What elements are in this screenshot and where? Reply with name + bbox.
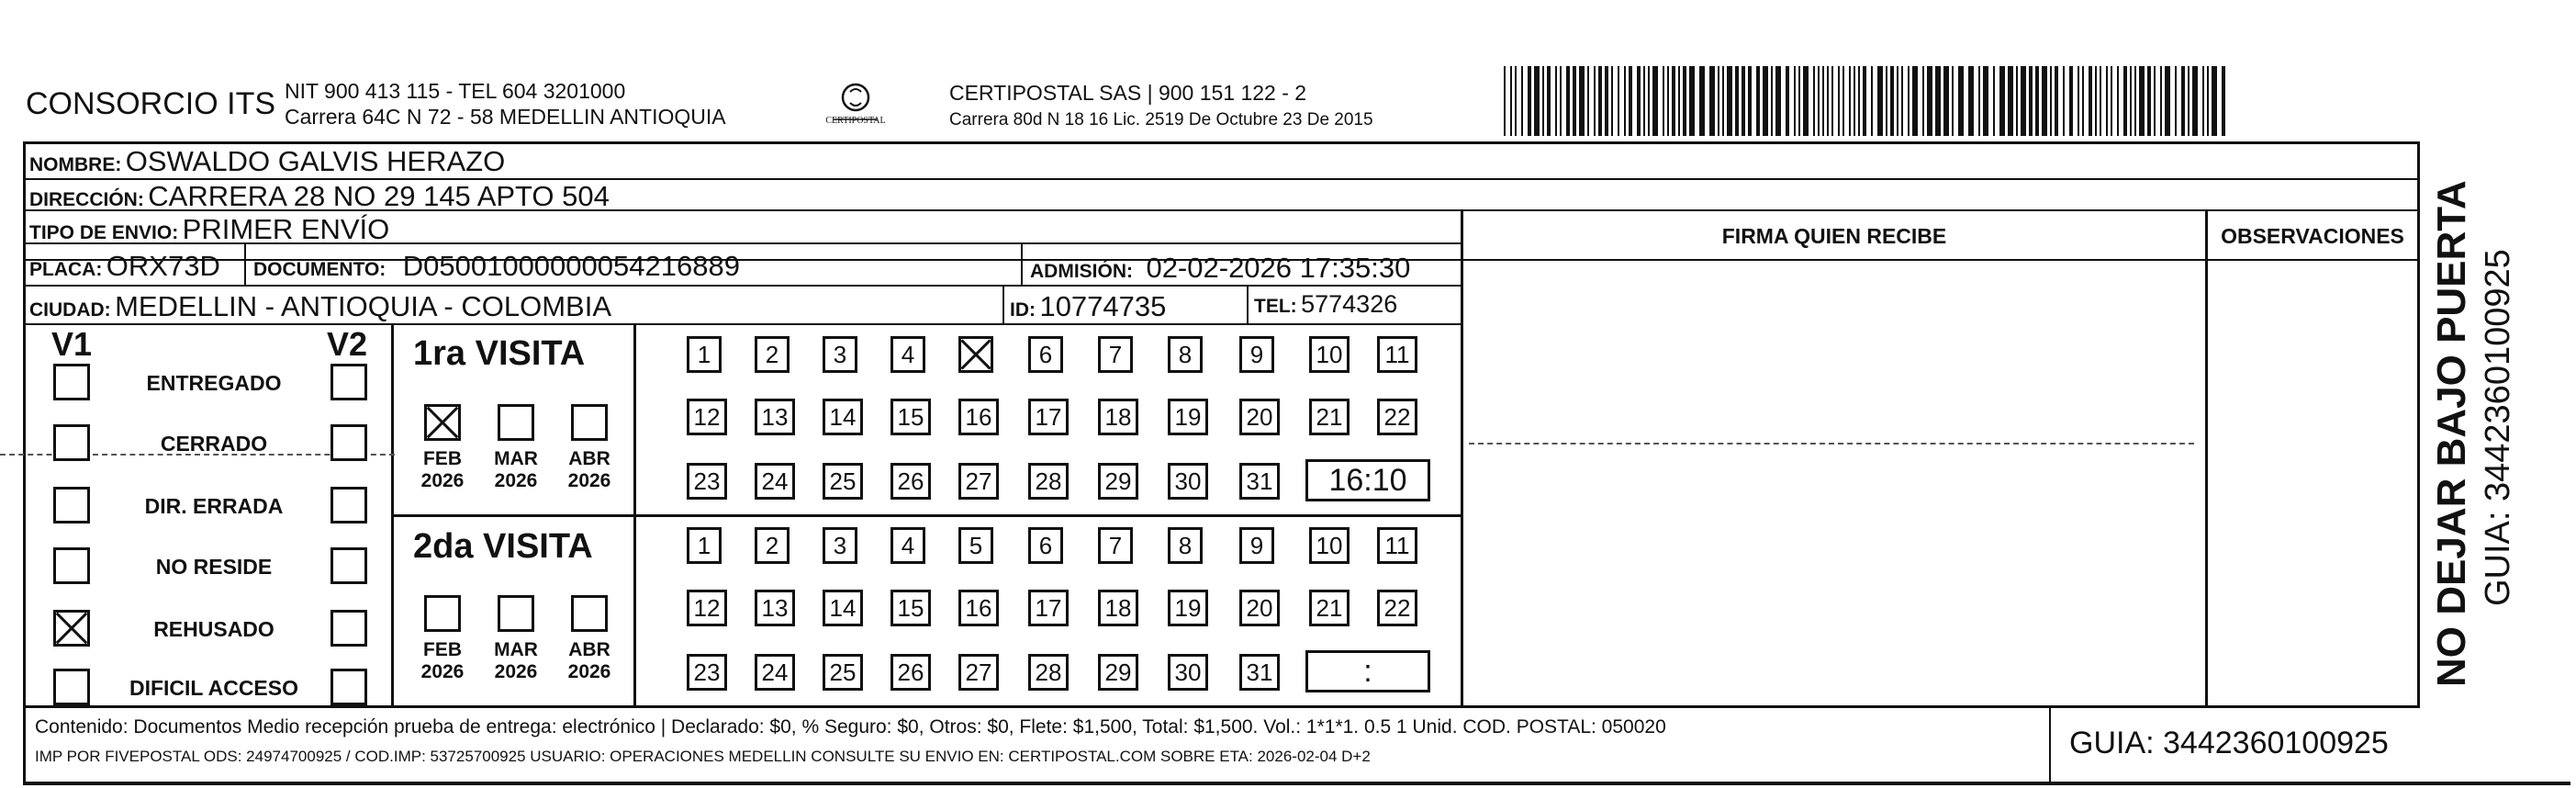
ciudad-value: MEDELLIN - ANTIOQUIA - COLOMBIA — [115, 290, 611, 322]
no-dejar-label: NO DEJAR BAJO PUERTA — [2429, 180, 2474, 687]
visit-1-day-31[interactable]: 31 — [1239, 463, 1280, 500]
visit-2-day-18[interactable]: 18 — [1098, 590, 1138, 626]
visit-1-day-12[interactable]: 12 — [687, 399, 727, 435]
status-label: DIR. ERRADA — [144, 494, 284, 518]
status-label: ENTREGADO — [146, 371, 282, 395]
visit-2-day-5[interactable]: 5 — [958, 527, 993, 564]
visit-2-day-23[interactable]: 23 — [687, 654, 727, 691]
status-label: CERRADO — [160, 432, 268, 456]
visit-1-day-15[interactable]: 15 — [890, 399, 931, 435]
visit-2-day-14[interactable]: 14 — [823, 590, 863, 626]
v1-checkbox-cerrado[interactable] — [53, 424, 90, 461]
visit-1-day-25[interactable]: 25 — [823, 463, 863, 500]
placa-row: PLACA: ORX73D — [29, 250, 220, 282]
v1-checkbox-dir-errada[interactable] — [53, 487, 90, 523]
visit-2-title: 2da VISITA — [413, 527, 593, 566]
visit-2-day-25[interactable]: 25 — [823, 654, 863, 691]
visit-2-day-11[interactable]: 11 — [1377, 527, 1417, 564]
visit-2-day-27[interactable]: 27 — [958, 654, 999, 691]
admision-row: ADMISIÓN: 02-02-2026 17:35:30 — [1030, 252, 1411, 284]
visit-2-day-28[interactable]: 28 — [1028, 654, 1069, 691]
visit-1-day-7[interactable]: 7 — [1098, 336, 1133, 373]
visit-2-day-13[interactable]: 13 — [755, 590, 795, 626]
visit-2-month-label: ABR 2026 — [567, 639, 611, 682]
visit-2-day-15[interactable]: 15 — [890, 590, 931, 626]
visit-2-day-21[interactable]: 21 — [1309, 590, 1350, 626]
id-value: 10774735 — [1039, 290, 1167, 322]
id-row: ID: 10774735 — [1010, 290, 1167, 322]
visit-2-day-22[interactable]: 22 — [1377, 590, 1417, 626]
visit-1-day-28[interactable]: 28 — [1028, 463, 1069, 500]
tipo-envio-row: TIPO DE ENVIO: PRIMER ENVÍO — [29, 213, 390, 245]
visit-1-title: 1ra VISITA — [413, 334, 586, 373]
visit-2-day-1[interactable]: 1 — [687, 527, 722, 564]
visit-1-month-label: MAR 2026 — [494, 448, 538, 491]
status-label: NO RESIDE — [155, 555, 273, 579]
visit-1-time-field[interactable]: 16:10 — [1305, 459, 1430, 501]
visit-1-day-23[interactable]: 23 — [687, 463, 727, 500]
tipo-envio-value: PRIMER ENVÍO — [182, 213, 390, 245]
documento-row: DOCUMENTO: D05001000000054216889 — [253, 250, 740, 282]
visit-1-month-checkbox-feb[interactable] — [424, 404, 461, 441]
carrier-name: CERTIPOSTAL SAS | 900 151 122 - 2 — [949, 81, 1307, 105]
observaciones-header: OBSERVACIONES — [2221, 224, 2404, 248]
visit-1-day-18[interactable]: 18 — [1098, 399, 1138, 435]
visit-2-day-24[interactable]: 24 — [755, 654, 795, 691]
visit-2-day-26[interactable]: 26 — [890, 654, 931, 691]
v1-checkbox-entregado[interactable] — [53, 364, 90, 400]
v2-checkbox-dir-errada[interactable] — [330, 487, 367, 523]
footer-guia: GUIA: 3442360100925 — [2069, 726, 2389, 760]
footer-contenido: Contenido: Documentos Medio recepción prueba de entrega: electrónico | Declarado: $0, % Seguro: $0, Otros: $0, Flete: $1,500, Total: $1,500. Vol.: 1*1*1. 0.5 1 Unid. COD. POSTAL: 050020 — [35, 716, 1666, 737]
visit-2-day-9[interactable]: 9 — [1239, 527, 1274, 564]
tel-row: TEL: 5774326 — [1254, 290, 1398, 318]
v1-checkbox-no-reside[interactable] — [53, 547, 90, 584]
nombre-value: OSWALDO GALVIS HERAZO — [125, 145, 506, 177]
v1-header: V1 — [51, 325, 93, 363]
visit-2-day-8[interactable]: 8 — [1168, 527, 1203, 564]
v2-checkbox-entregado[interactable] — [330, 364, 367, 400]
visit-2-day-20[interactable]: 20 — [1239, 590, 1280, 626]
visit-2-day-19[interactable]: 19 — [1168, 590, 1208, 626]
visit-2-day-3[interactable]: 3 — [823, 527, 857, 564]
firma-area[interactable] — [1463, 260, 2205, 705]
ciudad-row: CIUDAD: MEDELLIN - ANTIOQUIA - COLOMBIA — [29, 290, 611, 322]
status-label: REHUSADO — [153, 617, 274, 641]
direccion-row: DIRECCIÓN: CARRERA 28 NO 29 145 APTO 504 — [29, 180, 610, 212]
visit-2-month-checkbox-feb[interactable] — [424, 595, 461, 632]
direccion-value: CARRERA 28 NO 29 145 APTO 504 — [148, 180, 610, 212]
visit-1-day-4[interactable]: 4 — [890, 336, 925, 373]
admision-value: 02-02-2026 17:35:30 — [1146, 252, 1411, 284]
visit-2-day-2[interactable]: 2 — [755, 527, 790, 564]
company-nit: NIT 900 413 115 - TEL 604 3201000 — [285, 79, 626, 103]
placa-value: ORX73D — [106, 250, 220, 282]
v1-checkbox-dificil-acceso[interactable] — [53, 669, 90, 705]
footer-imp: IMP POR FIVEPOSTAL ODS: 24974700925 / COD.IMP: 53725700925 USUARIO: OPERACIONES MEDELLIN CONSULTE SU ENVIO EN: CERTIPOSTAL.COM SOBRE ETA: 2026-02-04 D+2 — [35, 748, 1371, 765]
carrier-license: Carrera 80d N 18 16 Lic. 2519 De Octubre 23 De 2015 — [949, 110, 1373, 129]
visit-2-day-17[interactable]: 17 — [1028, 590, 1069, 626]
visit-2-month-checkbox-abr[interactable] — [571, 595, 608, 632]
v2-checkbox-rehusado[interactable] — [330, 610, 367, 647]
visit-1-day-17[interactable]: 17 — [1028, 399, 1069, 435]
v1-checkbox-rehusado[interactable] — [53, 610, 90, 647]
visit-2-day-12[interactable]: 12 — [687, 590, 727, 626]
company-name: CONSORCIO ITS — [26, 86, 276, 121]
side-guia: GUIA: 3442360100925 — [2479, 249, 2517, 606]
visit-2-time-field[interactable]: : — [1305, 650, 1430, 692]
visit-1-day-19[interactable]: 19 — [1168, 399, 1208, 435]
visit-1-day-1[interactable]: 1 — [687, 336, 722, 373]
visit-1-day-16[interactable]: 16 — [958, 399, 999, 435]
status-label: DIFICIL ACCESO — [129, 676, 298, 700]
visit-1-day-6[interactable]: 6 — [1028, 336, 1063, 373]
documento-value: D05001000000054216889 — [402, 250, 740, 282]
company-address: Carrera 64C N 72 - 58 MEDELLIN ANTIOQUIA — [285, 105, 726, 129]
visit-2-month-checkbox-mar[interactable] — [498, 595, 534, 632]
visit-2-day-7[interactable]: 7 — [1098, 527, 1133, 564]
visit-1-day-3[interactable]: 3 — [823, 336, 857, 373]
visit-2-month-label: FEB 2026 — [420, 639, 465, 682]
visit-1-day-22[interactable]: 22 — [1377, 399, 1417, 435]
visit-2-day-16[interactable]: 16 — [958, 590, 999, 626]
visit-1-day-26[interactable]: 26 — [890, 463, 931, 500]
visit-1-month-label: ABR 2026 — [567, 448, 611, 491]
visit-1-day-8[interactable]: 8 — [1168, 336, 1203, 373]
visit-2-day-30[interactable]: 30 — [1168, 654, 1208, 691]
visit-1-day-14[interactable]: 14 — [823, 399, 863, 435]
visit-2-month-label: MAR 2026 — [494, 639, 538, 682]
visit-1-day-5[interactable] — [958, 336, 993, 373]
visit-1-month-checkbox-mar[interactable] — [498, 404, 534, 441]
barcode — [1504, 66, 2233, 136]
v2-checkbox-cerrado[interactable] — [330, 424, 367, 461]
visit-1-day-21[interactable]: 21 — [1309, 399, 1350, 435]
certipostal-logo: CERTIPOSTAL — [813, 79, 898, 132]
visit-2-day-29[interactable]: 29 — [1098, 654, 1138, 691]
visit-2-day-4[interactable]: 4 — [890, 527, 925, 564]
visit-1-day-2[interactable]: 2 — [755, 336, 790, 373]
v2-header: V2 — [327, 325, 368, 363]
visit-1-day-10[interactable]: 10 — [1309, 336, 1350, 373]
visit-1-day-29[interactable]: 29 — [1098, 463, 1138, 500]
visit-1-month-label: FEB 2026 — [420, 448, 465, 491]
nombre-row: NOMBRE: OSWALDO GALVIS HERAZO — [29, 145, 506, 177]
visit-2-day-31[interactable]: 31 — [1239, 654, 1280, 691]
visit-2-day-6[interactable]: 6 — [1028, 527, 1063, 564]
observaciones-area[interactable] — [2208, 260, 2417, 705]
visit-2-day-10[interactable]: 10 — [1309, 527, 1350, 564]
visit-1-month-checkbox-abr[interactable] — [571, 404, 608, 441]
v2-checkbox-dificil-acceso[interactable] — [330, 669, 367, 705]
visit-1-day-27[interactable]: 27 — [958, 463, 999, 500]
visit-1-day-11[interactable]: 11 — [1377, 336, 1417, 373]
tel-value: 5774326 — [1301, 290, 1398, 318]
visit-1-day-9[interactable]: 9 — [1239, 336, 1274, 373]
v2-checkbox-no-reside[interactable] — [330, 547, 367, 584]
visit-1-day-20[interactable]: 20 — [1239, 399, 1280, 435]
visit-1-day-13[interactable]: 13 — [755, 399, 795, 435]
firma-header: FIRMA QUIEN RECIBE — [1721, 224, 1947, 248]
visit-1-day-24[interactable]: 24 — [755, 463, 795, 500]
visit-1-day-30[interactable]: 30 — [1168, 463, 1208, 500]
